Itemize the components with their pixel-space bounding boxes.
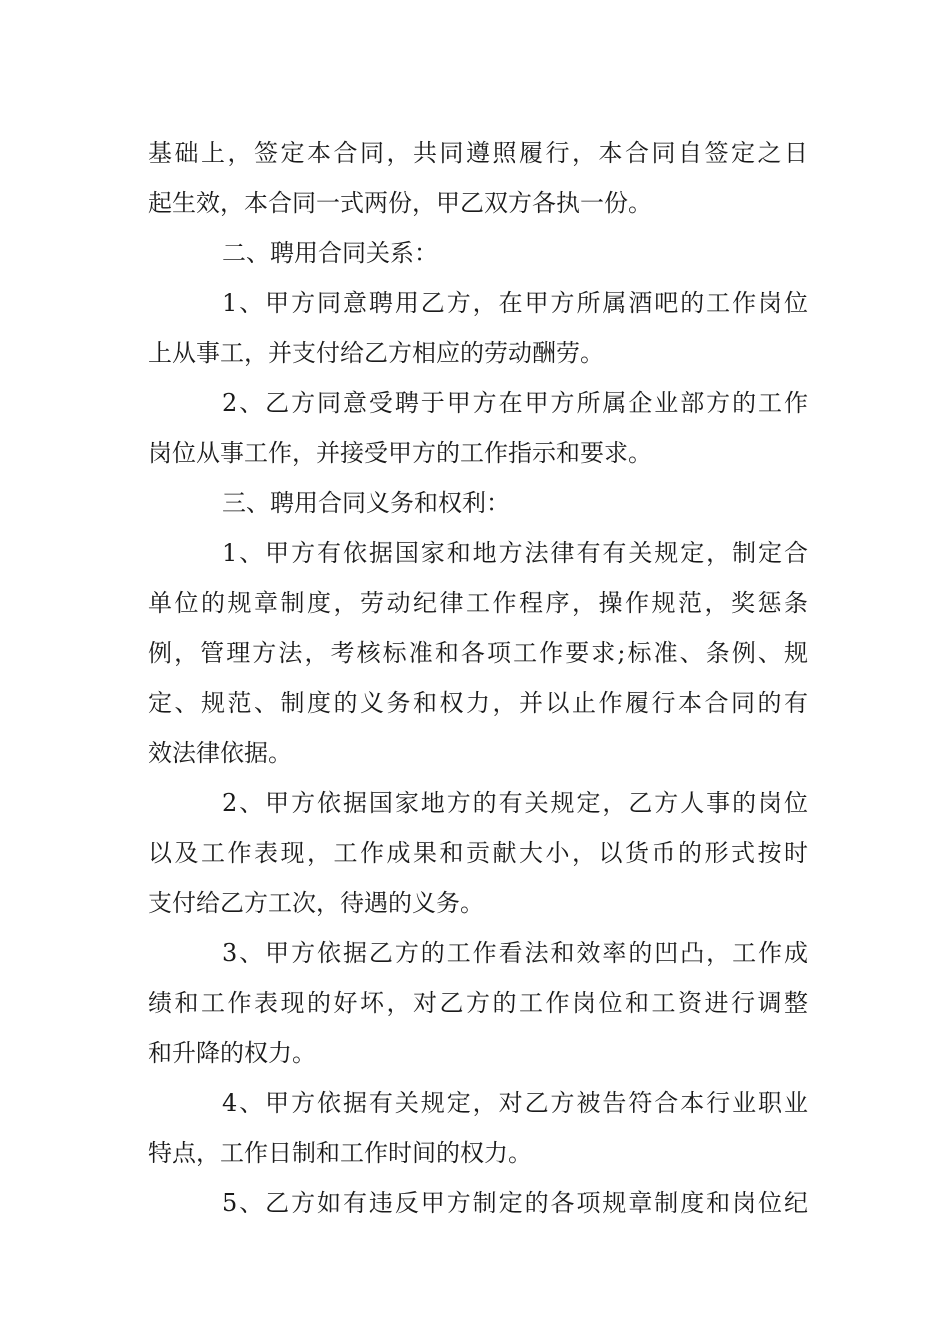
- text-line: 特点，工作日制和工作时间的权力。: [148, 1139, 532, 1167]
- text-line: 上从事工，并支付给乙方相应的劳动酬劳。: [148, 339, 604, 367]
- section-heading: 二、聘用合同关系：: [222, 239, 438, 267]
- text-line: 和升降的权力。: [148, 1039, 316, 1067]
- text-line: 基础上，签定本合同，共同遵照履行，本合同自签定之日: [148, 139, 808, 167]
- section-heading: 三、聘用合同义务和权利：: [222, 489, 510, 517]
- text-line: 1、甲方同意聘用乙方，在甲方所属酒吧的工作岗位: [222, 289, 808, 317]
- text-line: 3、甲方依据乙方的工作看法和效率的凹凸，工作成: [222, 939, 808, 967]
- text-line: 单位的规章制度，劳动纪律工作程序，操作规范，奖惩条: [148, 589, 808, 617]
- text-line: 5、乙方如有违反甲方制定的各项规章制度和岗位纪: [222, 1189, 808, 1217]
- text-line: 例，管理方法，考核标准和各项工作要求;标准、条例、规: [148, 639, 808, 667]
- text-line: 支付给乙方工次，待遇的义务。: [148, 889, 484, 917]
- text-line: 绩和工作表现的好坏，对乙方的工作岗位和工资进行调整: [148, 989, 808, 1017]
- text-line: 1、甲方有依据国家和地方法律有有关规定，制定合: [222, 539, 808, 567]
- text-line: 起生效，本合同一式两份，甲乙双方各执一份。: [148, 189, 652, 217]
- text-line: 2、乙方同意受聘于甲方在甲方所属企业部方的工作: [222, 389, 808, 417]
- text-line: 岗位从事工作，并接受甲方的工作指示和要求。: [148, 439, 652, 467]
- text-line: 2、甲方依据国家地方的有关规定，乙方人事的岗位: [222, 789, 808, 817]
- text-line: 定、规范、制度的义务和权力，并以止作履行本合同的有: [148, 689, 808, 717]
- text-line: 效法律依据。: [148, 739, 292, 767]
- text-line: 4、甲方依据有关规定，对乙方被告符合本行业职业: [222, 1089, 808, 1117]
- text-line: 以及工作表现，工作成果和贡献大小，以货币的形式按时: [148, 839, 808, 867]
